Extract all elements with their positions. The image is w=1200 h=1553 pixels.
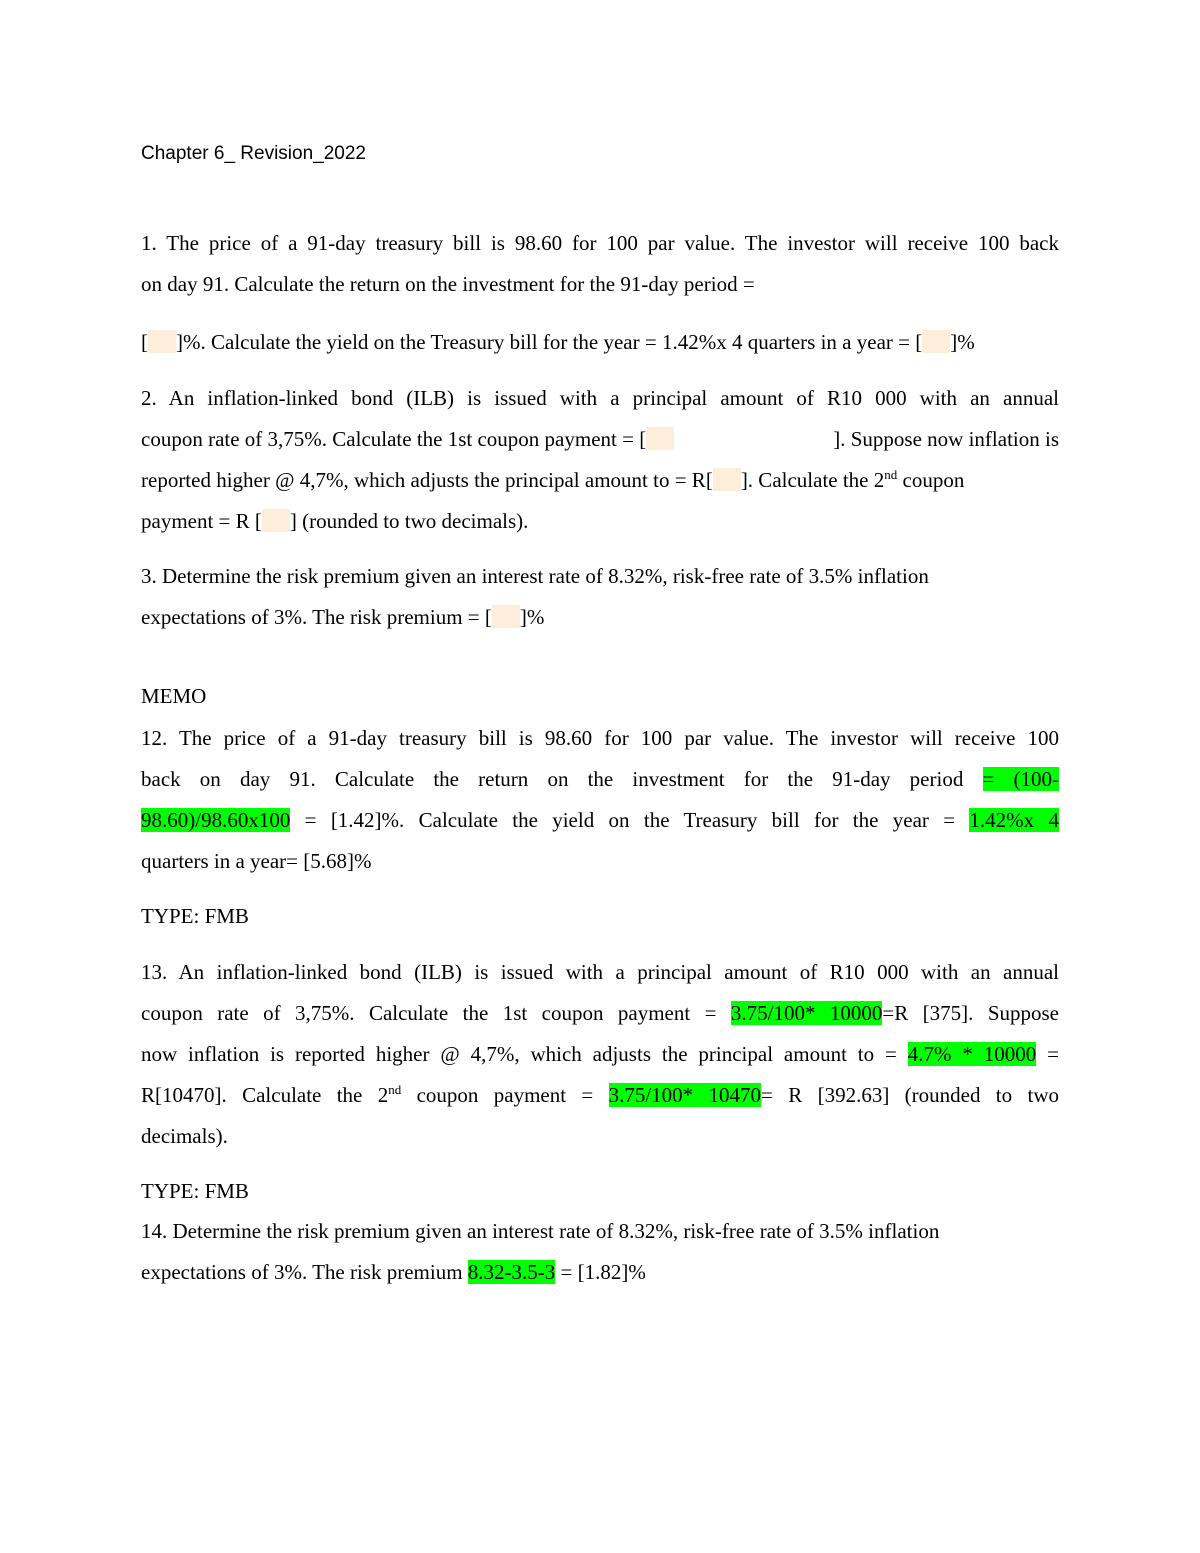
question-2 bbox=[141, 378, 1059, 542]
memo-13-text-g: = R [392.63] (rounded to two bbox=[761, 1083, 1059, 1107]
question-2-text-f: payment = R [ bbox=[141, 509, 262, 533]
highlight-formula: 4.7% * 10000 bbox=[907, 1042, 1037, 1066]
superscript-nd: nd bbox=[884, 467, 898, 482]
question-3-line-2 bbox=[141, 597, 1059, 638]
memo-12-text-a: back on day 91. Calculate the return on the investment for the 91-day period bbox=[141, 767, 983, 791]
memo-13-line-4 bbox=[141, 1075, 1059, 1116]
memo-13-text-f: coupon payment = bbox=[401, 1083, 609, 1107]
memo-12-line-4: quarters in a year= [5.68]% bbox=[141, 849, 372, 873]
question-3-text-b: ]% bbox=[519, 605, 545, 629]
memo-answer-13 bbox=[141, 952, 1059, 1157]
question-3-line-1: 3. Determine the risk premium given an interest rate of 8.32%, risk-free rate of 3.5% inflation bbox=[141, 564, 929, 588]
highlight-formula: 3.75/100* 10000 bbox=[730, 1001, 883, 1025]
question-2-text-c: reported higher @ 4,7%, which adjusts the principal amount to = R[ bbox=[141, 468, 713, 492]
memo-13-text-a: coupon rate of 3,75%. Calculate the 1st coupon payment = bbox=[141, 1001, 731, 1025]
memo-14-text-a: expectations of 3%. The risk premium bbox=[141, 1260, 468, 1284]
question-2-text-b: ]. Suppose now inflation is bbox=[833, 427, 1059, 451]
memo-14-line-2 bbox=[141, 1252, 1059, 1293]
superscript-nd: nd bbox=[388, 1082, 402, 1097]
memo-14-text-b: = [1.82]% bbox=[555, 1260, 646, 1284]
memo-14-line-1: 14. Determine the risk premium given an interest rate of 8.32%, risk-free rate of 3.5% inflation bbox=[141, 1219, 940, 1243]
question-3-text-a: expectations of 3%. The risk premium = [ bbox=[141, 605, 492, 629]
memo-13-line-3 bbox=[141, 1034, 1059, 1075]
question-1 bbox=[141, 223, 1059, 305]
memo-13-text-c: now inflation is reported higher @ 4,7%, which adjusts the principal amount to = bbox=[141, 1042, 908, 1066]
memo-13-text-b: =R [375]. Suppose bbox=[882, 1001, 1059, 1025]
highlight-formula: 8.32-3.5-3 bbox=[467, 1260, 556, 1284]
answer-blank-risk-premium[interactable] bbox=[492, 605, 520, 628]
answer-blank-principal[interactable] bbox=[713, 468, 741, 491]
highlight-formula: 3.75/100* 10470 bbox=[608, 1083, 762, 1107]
memo-13-line-5: decimals). bbox=[141, 1124, 228, 1148]
answer-blank-return[interactable] bbox=[148, 330, 176, 353]
document-title: Chapter 6_ Revision_2022 bbox=[141, 143, 366, 164]
question-1-line-3 bbox=[141, 322, 1059, 363]
memo-heading: MEMO bbox=[141, 684, 207, 708]
highlight-formula: = (100- bbox=[982, 767, 1059, 791]
memo-13-text-d: = bbox=[1036, 1042, 1059, 1066]
question-1-line-2: on day 91. Calculate the return on the investment for the 91-day period = bbox=[141, 272, 755, 296]
question-2-line-2 bbox=[141, 419, 1059, 460]
question-3 bbox=[141, 556, 1059, 638]
type-label: TYPE: FMB bbox=[141, 1179, 249, 1203]
highlight-formula: 1.42%x 4 bbox=[969, 808, 1059, 832]
question-2-line-3 bbox=[141, 460, 1059, 501]
memo-13-line-1: 13. An inflation-linked bond (ILB) is issued with a principal amount of R10 000 with an annual bbox=[141, 960, 1059, 984]
question-1-text: ]%. Calculate the yield on the Treasury bill for the year = 1.42%x 4 quarters in a year = [ bbox=[176, 330, 923, 354]
answer-blank-yield[interactable] bbox=[922, 330, 950, 353]
question-1-line-1: 1. The price of a 91-day treasury bill is 98.60 for 100 par value. The investor will receive 100 back bbox=[141, 231, 1059, 255]
question-2-text-g: ] (rounded to two decimals). bbox=[289, 509, 529, 533]
answer-blank-coupon-2[interactable] bbox=[262, 509, 290, 532]
question-2-text-a: coupon rate of 3,75%. Calculate the 1st coupon payment = [ bbox=[141, 427, 647, 451]
percent-suffix: ]% bbox=[950, 330, 975, 354]
question-2-text-d: ]. Calculate the 2 bbox=[740, 468, 885, 492]
memo-12-line-2 bbox=[141, 759, 1059, 800]
highlight-formula: 98.60)/98.60x100 bbox=[141, 808, 291, 832]
type-label: TYPE: FMB bbox=[141, 904, 249, 928]
memo-12-text-b: = [1.42]%. Calculate the yield on the Treasury bill for the year = bbox=[290, 808, 970, 832]
question-2-line-1: 2. An inflation-linked bond (ILB) is issued with a principal amount of R10 000 with an annual bbox=[141, 386, 1059, 410]
question-2-text-e: coupon bbox=[897, 468, 965, 492]
memo-answer-12 bbox=[141, 718, 1059, 882]
memo-13-line-2 bbox=[141, 993, 1059, 1034]
memo-answer-14 bbox=[141, 1211, 1059, 1293]
memo-12-line-1: 12. The price of a 91-day treasury bill is 98.60 for 100 par value. The investor will receive 100 bbox=[141, 726, 1059, 750]
question-2-line-4 bbox=[141, 501, 1059, 542]
memo-13-text-e: R[10470]. Calculate the 2 bbox=[141, 1083, 389, 1107]
question-1-answers bbox=[141, 322, 1059, 363]
bracket-open: [ bbox=[141, 330, 148, 354]
memo-12-line-3 bbox=[141, 800, 1059, 841]
answer-blank-coupon-1[interactable] bbox=[646, 427, 674, 450]
